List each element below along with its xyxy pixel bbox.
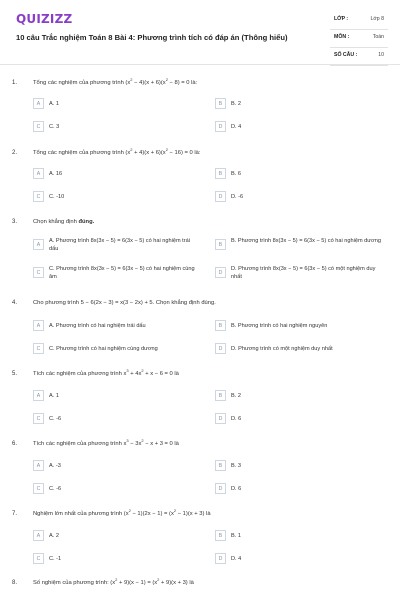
option-text: B. 2 (231, 101, 241, 107)
question-number: 4. (12, 300, 18, 306)
question-number: 7. (12, 511, 18, 517)
meta-value: 10 (378, 52, 384, 58)
meta-table (330, 12, 388, 66)
option-text: D. 4 (231, 124, 242, 130)
option-letter-box: D (215, 483, 226, 494)
meta-row-class (330, 12, 388, 30)
option-text: C. -6 (49, 416, 62, 422)
option-text: C. 3 (49, 124, 60, 130)
question-text-emphasis: đúng. (78, 219, 95, 225)
option-letter-box: B (215, 98, 226, 109)
option-letter-box: B (215, 320, 226, 331)
option-text: C. -1 (49, 556, 62, 562)
option-letter-box: A (33, 239, 44, 250)
option-letter-box: A (33, 390, 44, 401)
option-text: C. Phương trình 8x(3x − 5) = 6(3x − 5) có hai nghiệm cùng âm (49, 266, 195, 280)
option-text: A. 16 (49, 171, 63, 177)
meta-value: Toán (372, 34, 384, 40)
option-text: D. Phương trình có một nghiệm duy nhất (231, 346, 333, 352)
option-text: D. -6 (231, 194, 244, 200)
question-text: Số nghiệm của phương trình: $(x^2 + 9)(x - 1) = (x^2 + 9)(x + 3)$ là (33, 577, 194, 586)
option-text: B. 1 (231, 533, 241, 539)
question-number: 2. (12, 150, 18, 156)
quizizz-logo: QUIZIZZ (16, 12, 73, 26)
option-letter-box: A (33, 460, 44, 471)
option-letter-box: D (215, 267, 226, 278)
option-letter-box: C (33, 413, 44, 424)
option-text: B. 6 (231, 171, 241, 177)
option-letter-box: D (215, 121, 226, 132)
option-text: B. Phương trình có hai nghiệm nguyên (231, 323, 328, 329)
option-text: A. -3 (49, 463, 61, 469)
option-letter-box: D (215, 191, 226, 202)
option-text: A. 1 (49, 393, 59, 399)
meta-value: Lớp 8 (370, 16, 384, 22)
option-letter-box: C (33, 267, 44, 278)
option-letter-box: B (215, 168, 226, 179)
option-text: B. Phương trình 8x(3x − 5) = 6(3x − 5) có hai nghiệm dương (231, 238, 381, 244)
question-text: Cho phương trình 5 − 6(2x − 3) = x(3 − 2x) + 5. Chọn khẳng định đúng. (33, 300, 216, 306)
option-text: C. Phương trình có hai nghiệm cùng dương (49, 346, 158, 352)
question-number: 6. (12, 441, 18, 447)
option-letter-box: D (215, 413, 226, 424)
option-text: D. Phương trình 8x(3x − 5) = 6(3x − 5) có một nghiệm duy nhất (231, 266, 376, 280)
option-letter-box: A (33, 98, 44, 109)
option-letter-box: C (33, 191, 44, 202)
option-letter-box: C (33, 343, 44, 354)
question-text: Nghiệm lớn nhất của phương trình $(x^2 - 1)(2x - 1) = (x^2 - 1)(x + 3)$ là (33, 508, 211, 517)
option-letter-box: D (215, 343, 226, 354)
option-text: D. 4 (231, 556, 242, 562)
option-letter-box: D (215, 553, 226, 564)
option-text: B. 3 (231, 463, 241, 469)
option-letter-box: C (33, 553, 44, 564)
question-text: Tổng các nghiệm của phương trình $(x^2 + 4)(x + 6)(x^2 - 16) = 0$ là: (33, 147, 201, 156)
option-text: A. Phương trình 8x(3x − 5) = 6(3x − 5) có hai nghiệm trái dấu (49, 238, 190, 252)
question-text: Tích các nghiệm của phương trình $x^3 - 3x^2 - x + 3 = 0$ là (33, 438, 179, 447)
option-text: D. 6 (231, 486, 242, 492)
question-number: 8. (12, 580, 18, 586)
option-letter-box: B (215, 460, 226, 471)
header-divider (0, 64, 400, 65)
option-letter-box: B (215, 390, 226, 401)
option-text: B. 2 (231, 393, 241, 399)
option-letter-box: A (33, 530, 44, 541)
question-text-prefix: Chọn khẳng định (33, 219, 79, 225)
meta-row-subject (330, 30, 388, 48)
question-number: 1. (12, 80, 18, 86)
option-letter-box: A (33, 320, 44, 331)
meta-label: MÔN : (334, 34, 350, 40)
option-letter-box: B (215, 530, 226, 541)
option-text: A. Phương trình có hai nghiệm trái dấu (49, 323, 146, 329)
option-text: A. 1 (49, 101, 59, 107)
question-text (33, 219, 388, 225)
option-text: A. 2 (49, 533, 59, 539)
question-text: Tích các nghiệm của phương trình $x^3 + 4x^2 + x - 6 = 0$ là (33, 368, 179, 377)
option-letter-box: C (33, 121, 44, 132)
question-number: 5. (12, 371, 18, 377)
option-text: D. 6 (231, 416, 242, 422)
meta-label: SỐ CÂU : (334, 52, 358, 58)
option-letter-box: C (33, 483, 44, 494)
option-text: C. -10 (49, 194, 65, 200)
question-text: Tổng các nghiệm của phương trình $(x^2 - 4)(x + 6)(x^2 - 8) = 0$ là: (33, 77, 198, 86)
option-text: C. -6 (49, 486, 62, 492)
worksheet-title: 10 câu Trắc nghiệm Toán 8 Bài 4: Phương trình tích có đáp án (Thông hiểu) (16, 33, 288, 42)
option-letter-box: A (33, 168, 44, 179)
option-letter-box: B (215, 239, 226, 250)
meta-label: LỚP : (334, 16, 349, 22)
question-number: 3. (12, 219, 18, 225)
